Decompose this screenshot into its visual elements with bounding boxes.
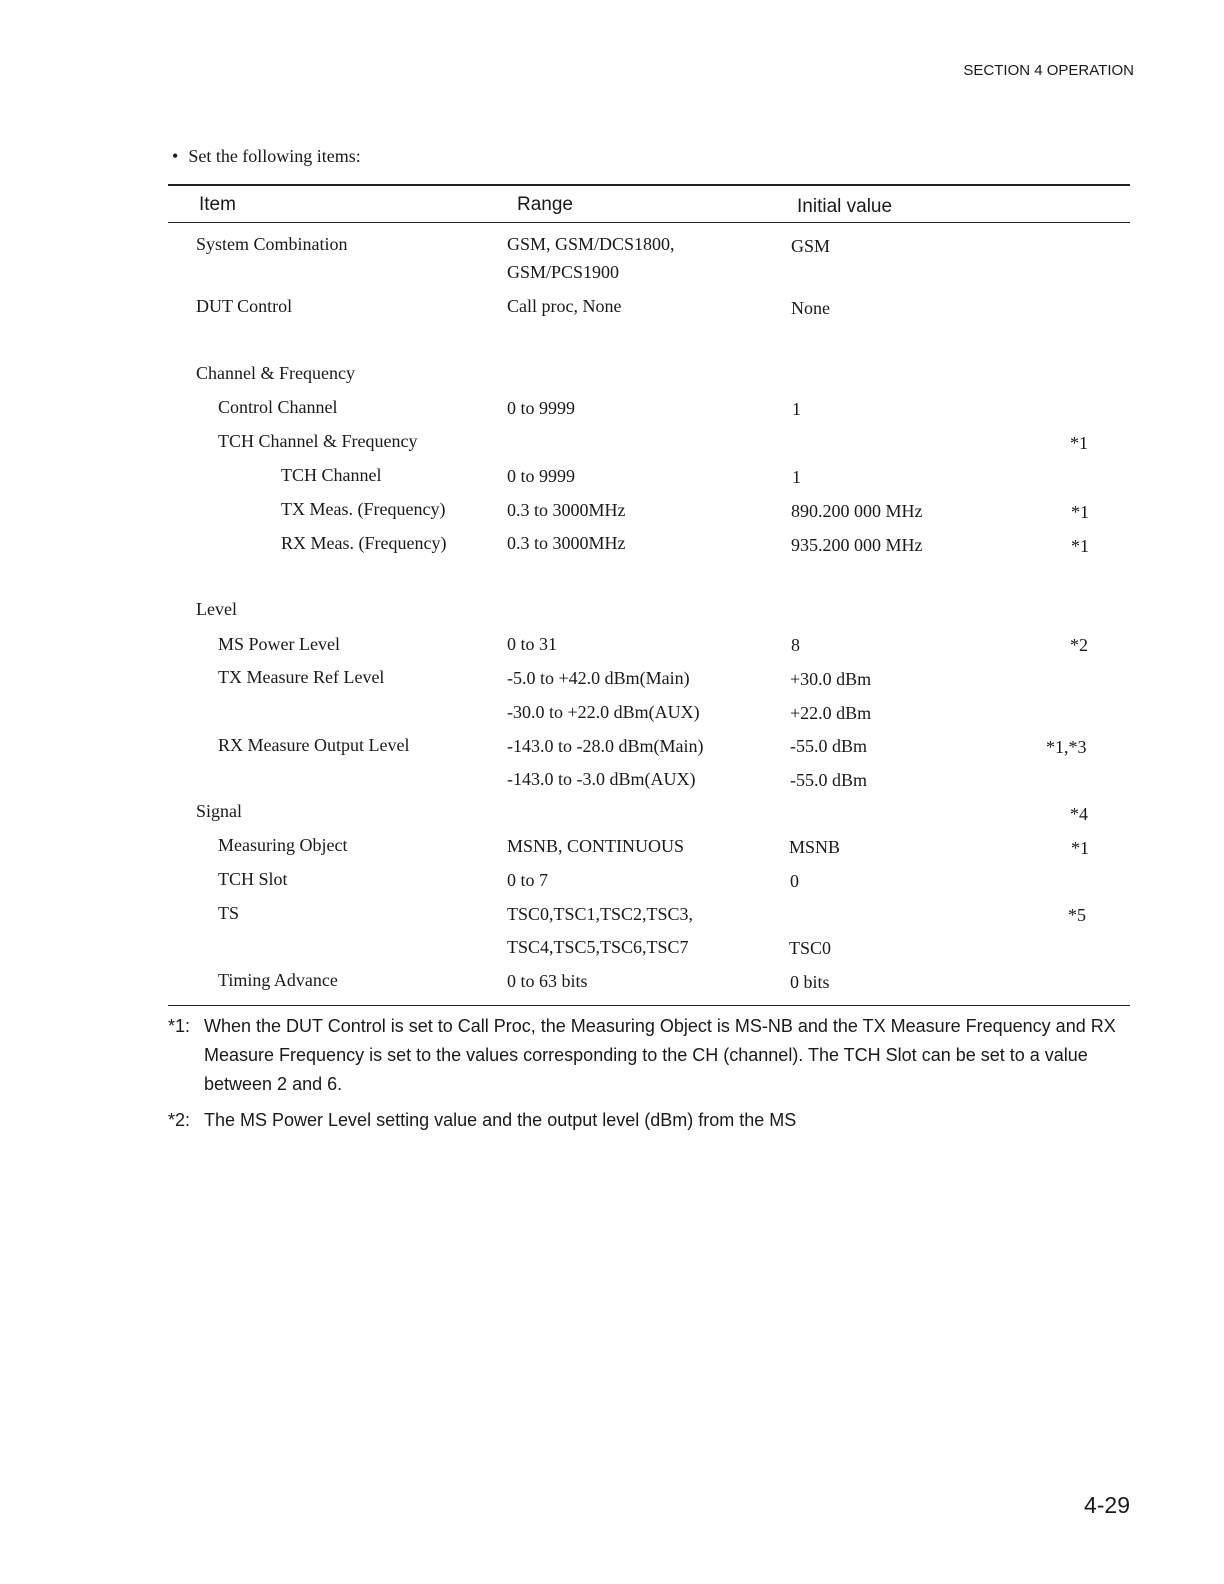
- range-cell: 0 to 63 bits: [507, 971, 588, 991]
- item-cell: TS: [218, 903, 240, 923]
- range-cell: GSM/PCS1900: [507, 262, 620, 282]
- range-cell: -143.0 to -3.0 dBm(AUX): [507, 769, 696, 789]
- range-cell: GSM, GSM/DCS1800,: [507, 234, 675, 254]
- item-cell: System Combination: [196, 234, 348, 254]
- footnote-list: [168, 1012, 1138, 1135]
- group-heading: Channel & Frequency: [196, 363, 355, 383]
- range-cell: 0.3 to 3000MHz: [507, 533, 626, 553]
- group-heading: Level: [196, 599, 237, 619]
- item-cell: TX Meas. (Frequency): [281, 499, 446, 519]
- initial-cell: 935.200 000 MHz: [791, 535, 923, 555]
- footnote: [168, 1012, 1138, 1099]
- range-cell: TSC4,TSC5,TSC6,TSC7: [507, 937, 689, 957]
- note-ref: *5: [1068, 905, 1086, 925]
- initial-cell: None: [791, 298, 830, 318]
- range-cell: Call proc, None: [507, 296, 622, 316]
- note-ref: *1: [1071, 502, 1089, 522]
- table-top-rule: [168, 184, 1130, 186]
- range-cell: -30.0 to +22.0 dBm(AUX): [507, 702, 700, 722]
- note-ref: *1: [1070, 433, 1088, 453]
- range-cell: -5.0 to +42.0 dBm(Main): [507, 668, 690, 688]
- initial-cell: +30.0 dBm: [790, 669, 872, 689]
- table-bottom-rule: [168, 1005, 1130, 1006]
- initial-cell: 0: [790, 871, 799, 891]
- item-cell: Measuring Object: [218, 835, 348, 855]
- header-rule: [168, 222, 1130, 223]
- range-cell: 0 to 7: [507, 870, 549, 890]
- group-heading: Signal: [196, 801, 243, 821]
- note-ref: *1,*3: [1046, 737, 1087, 757]
- item-cell: DUT Control: [196, 296, 293, 316]
- footnote: [168, 1106, 1138, 1135]
- range-cell: MSNB, CONTINUOUS: [507, 836, 685, 856]
- initial-cell: +22.0 dBm: [790, 703, 872, 723]
- item-cell: TX Measure Ref Level: [218, 667, 385, 687]
- note-ref: *1: [1071, 838, 1089, 858]
- initial-cell: 1: [792, 399, 801, 419]
- bullet: •: [172, 146, 179, 166]
- initial-cell: 890.200 000 MHz: [791, 501, 923, 521]
- initial-cell: 8: [791, 635, 800, 655]
- initial-cell: GSM: [791, 236, 831, 256]
- footnote-mark: *1:: [168, 1016, 191, 1036]
- initial-cell: 0 bits: [790, 972, 830, 992]
- intro-text: Set the following items:: [188, 146, 361, 166]
- section-header: SECTION 4 OPERATION: [963, 62, 1134, 79]
- intro-line: [172, 146, 361, 167]
- item-cell: TCH Slot: [218, 869, 288, 889]
- item-cell: TCH Channel: [281, 465, 382, 485]
- item-cell: RX Measure Output Level: [218, 735, 410, 755]
- range-cell: -143.0 to -28.0 dBm(Main): [507, 736, 704, 756]
- initial-cell: TSC0: [789, 938, 832, 958]
- initial-cell: 1: [792, 467, 801, 487]
- range-cell: 0 to 9999: [507, 398, 576, 418]
- footnote-text: When the DUT Control is set to Call Proc, the Measuring Object is MS-NB and the TX Measure Frequency and RX Measure Frequency is set to the values corresponding to the CH (channel). The TCH Slot can be set to a value between 2 and 6.: [204, 1016, 1116, 1094]
- range-cell: 0.3 to 3000MHz: [507, 500, 626, 520]
- range-cell: 0 to 31: [507, 634, 558, 654]
- initial-cell: -55.0 dBm: [790, 736, 868, 756]
- initial-cell: MSNB: [789, 837, 841, 857]
- note-ref: *1: [1071, 536, 1089, 556]
- item-cell: TCH Channel & Frequency: [218, 431, 418, 451]
- column-header-initial-value: Initial value: [797, 196, 893, 217]
- item-cell: Timing Advance: [218, 970, 338, 990]
- item-cell: RX Meas. (Frequency): [281, 533, 447, 553]
- range-cell: TSC0,TSC1,TSC2,TSC3,: [507, 904, 694, 924]
- item-cell: Control Channel: [218, 397, 338, 417]
- initial-cell: -55.0 dBm: [790, 770, 868, 790]
- column-header-range: Range: [517, 194, 573, 215]
- footnote-text: The MS Power Level setting value and the output level (dBm) from the MS: [204, 1110, 797, 1130]
- note-ref: *4: [1070, 804, 1088, 824]
- range-cell: 0 to 9999: [507, 466, 576, 486]
- column-header-item: Item: [199, 194, 236, 215]
- page-number: 4-29: [1083, 1492, 1130, 1518]
- note-ref: *2: [1070, 635, 1088, 655]
- footnote-mark: *2:: [168, 1110, 191, 1130]
- item-cell: MS Power Level: [218, 634, 340, 654]
